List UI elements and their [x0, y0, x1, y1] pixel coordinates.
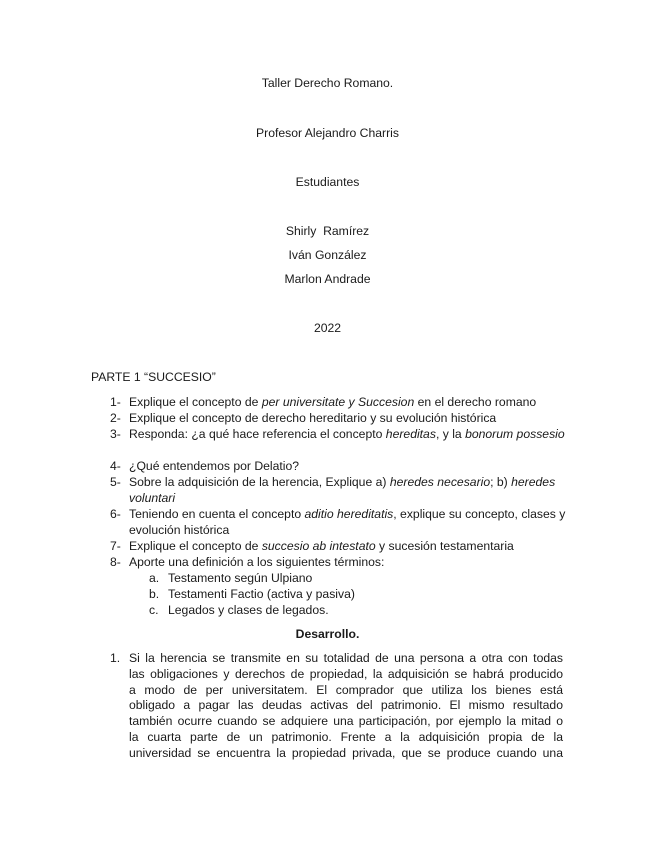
question-item — [110, 539, 570, 555]
subitem — [149, 587, 549, 603]
question-item — [110, 395, 570, 411]
answer-line: las obligaciones y derechos de propiedad, la adquisición se habrá producido — [129, 666, 563, 681]
question-text: ¿Qué entendemos por Delatio? — [129, 459, 300, 473]
answer-number: 1. — [110, 651, 121, 665]
question-number: 1- — [110, 395, 121, 409]
question-number: 3- — [110, 427, 121, 441]
students-label: Estudiantes — [295, 175, 360, 189]
question-number: 4- — [110, 459, 121, 473]
subitem-letter: a. — [149, 571, 160, 585]
document-title: Taller Derecho Romano. — [261, 76, 394, 90]
part-heading: PARTE 1 “SUCCESIO” — [91, 370, 216, 384]
answer-line: la cuarta parte de un patrimonio. Frente a la adquisición propia de la — [129, 729, 563, 744]
question-text: Explique el concepto de derecho hereditario y su evolución histórica — [129, 411, 497, 425]
answer-line: universidad se encuentra la propiedad privada, que se produce cuando una — [129, 745, 563, 760]
question-item — [110, 459, 570, 475]
question-number: 6- — [110, 507, 121, 521]
question-number: 8- — [110, 555, 121, 569]
subitem — [149, 571, 549, 587]
subitem-letter: b. — [149, 587, 160, 601]
development-heading: Desarrollo. — [295, 627, 360, 641]
student-name: Shirly Ramírez — [285, 224, 370, 238]
question-text: Aporte una definición a los siguientes términos: — [129, 555, 385, 569]
subitem — [149, 603, 549, 619]
question-number: 7- — [110, 539, 121, 553]
question-text: Explique el concepto de per universitate y Succesion en el derecho romano — [129, 395, 537, 409]
question-text: Sobre la adquisición de la herencia, Explique a) heredes necesario; b) heredes voluntari — [129, 475, 556, 505]
question-item — [110, 555, 570, 571]
answer-line: Si la herencia se transmite en su totalidad de una persona a otra con todas — [129, 651, 563, 665]
question-item — [110, 411, 570, 427]
question-item — [110, 427, 570, 443]
answer-item — [110, 651, 563, 762]
subitem-text: Legados y clases de legados. — [168, 603, 329, 617]
subitem-text: Testamento según Ulpiano — [168, 571, 313, 585]
answer-line: a modo de per universitatem. El comprador que utiliza los bienes está — [129, 682, 563, 697]
question-item — [110, 475, 570, 507]
student-name: Iván González — [288, 248, 367, 262]
question-number: 5- — [110, 475, 121, 489]
question-text: Explique el concepto de succesio ab intestato y sucesión testamentaria — [129, 539, 514, 553]
question-item — [110, 507, 570, 539]
question-text: Responda: ¿a qué hace referencia el concepto hereditas, y la bonorum possesio — [129, 427, 565, 441]
document-year: 2022 — [313, 321, 342, 335]
subitem-text: Testamenti Factio (activa y pasiva) — [168, 587, 355, 601]
student-name: Marlon Andrade — [284, 272, 371, 286]
professor-name: Profesor Alejandro Charris — [256, 126, 399, 140]
answer-line: también ocurre cuando se adquiere una participación, por ejemplo la mitad o — [129, 714, 563, 729]
answer-line: obligado a pagar las deudas activas del patrimonio. El mismo resultado — [129, 698, 563, 713]
question-number: 2- — [110, 411, 121, 425]
question-text: Teniendo en cuenta el concepto aditio hereditatis, explique su concepto, clases y evolución histórica — [129, 507, 566, 537]
subitem-letter: c. — [149, 603, 159, 617]
